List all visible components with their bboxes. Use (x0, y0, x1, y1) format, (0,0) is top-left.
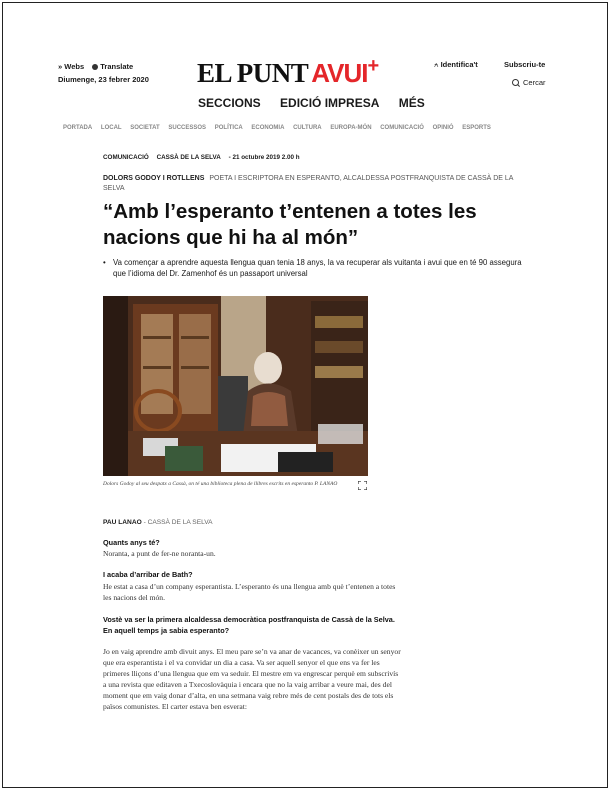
globe-icon (92, 64, 98, 70)
logo-el-punt: EL PUNT (197, 58, 309, 88)
subnav-esports[interactable]: ESPORTS (462, 125, 491, 131)
author-description: POETA I ESCRIPTORA EN ESPERANTO, ALCALDESSA POSTFRANQUISTA DE CASSÀ DE LA SELVA (103, 175, 514, 192)
answer-1: Noranta, a punt de fer-ne noranta-un. (103, 549, 216, 558)
subnav-europa-mon[interactable]: EUROPA-MÓN (330, 125, 372, 131)
article-date: - 21 octubre 2019 2.00 h (228, 154, 300, 161)
logo-avui: AVUI (311, 58, 368, 88)
question-1: Quants anys té? (103, 538, 160, 547)
user-icon: ⍲ (434, 60, 439, 69)
article-headline: “Amb l’esperanto t’entenen a totes les nacions que hi ha al món” (103, 200, 477, 249)
subnav-cultura[interactable]: CULTURA (293, 125, 322, 131)
author-block (103, 174, 523, 194)
subnav-politica[interactable]: POLÍTICA (214, 125, 243, 131)
article-section[interactable]: COMUNICACIÓ (103, 154, 149, 161)
subnav-local[interactable]: LOCAL (100, 125, 122, 131)
answer-2: He estat a casa d’un company esperantista. L’esperanto és una llengua amb què t’entenen a totes les nacions del món. (103, 582, 396, 602)
translate-link[interactable]: Translate (92, 62, 133, 71)
byline-location: - CASSÀ DE LA SELVA (143, 519, 213, 526)
webs-link[interactable]: » Webs (58, 62, 85, 71)
author-name: DOLORS GODOY I ROTLLENS (103, 175, 205, 182)
article-photo[interactable] (103, 296, 368, 476)
expand-icon[interactable] (358, 481, 367, 490)
question-3: Vostè va ser la primera alcaldessa democràtica postfranquista de Cassà de la Selva. En aquell temps ja sabia esperanto? (103, 615, 395, 635)
nav-mes[interactable]: MÉS (398, 96, 425, 110)
subscribe-link[interactable]: Subscriu-te (504, 60, 546, 69)
current-date: Diumenge, 23 febrer 2020 (58, 75, 149, 84)
subnav-societat[interactable]: SOCIETAT (130, 125, 160, 131)
subnav-successos[interactable]: SUCCESSOS (168, 125, 207, 131)
logo-plus: + (367, 55, 380, 77)
article-lede: • Va començar a aprendre aquesta llengua quan tenia 18 anys, la va recuperar als vuitanta i avui que en té 90 assegura que l’idioma del Dr. Zamenhof és un passaport universal (103, 257, 523, 279)
site-logo[interactable] (197, 55, 380, 88)
main-nav (198, 96, 441, 110)
office-photo-illustration (103, 296, 368, 476)
section-nav (63, 125, 498, 131)
subnav-portada[interactable]: PORTADA (63, 125, 93, 131)
photo-caption: Dolors Godoy al seu despatx a Cassà, on té una biblioteca plena de llibres escrits en esperanto P. LANAO (103, 481, 338, 487)
article-location[interactable]: CASSÀ DE LA SELVA (156, 154, 221, 161)
subnav-comunicacio[interactable]: COMUNICACIÓ (380, 125, 424, 131)
search-link[interactable]: Cercar (512, 78, 546, 87)
byline (103, 519, 213, 526)
subnav-economia[interactable]: ECONOMIA (251, 125, 285, 131)
top-left-links (58, 60, 149, 86)
identify-link[interactable]: ⍲ Identifica't (434, 60, 478, 69)
article-meta (103, 154, 306, 161)
nav-seccions[interactable]: SECCIONS (198, 96, 261, 110)
search-icon (512, 79, 519, 86)
subnav-opinio[interactable]: OPINIÓ (432, 125, 454, 131)
question-2: I acaba d’arribar de Bath? (103, 570, 193, 579)
answer-3: Jo en vaig aprendre amb divuit anys. El meu pare se’n va anar de vacances, va conèixer un senyor que era esperantista i el va convidar un dia a casa. Va ser aquell senyor el que ens va fer les primeres lliçons d’una llengua que em va seduir. El mestre em va engrescar perquè em subscrivís a una revista que editaven a Txecoslovàquia i encara que no la vaig arribar a veure mai, des del moment que em vaig donar d’alta, en una setmana vaig rebre més de cent postals des de tots els països comunistes. El carter estava ben esverat: (103, 647, 401, 711)
nav-edicio-impresa[interactable]: EDICIÓ IMPRESA (280, 96, 380, 110)
byline-name[interactable]: PAU LANAO (103, 519, 142, 526)
